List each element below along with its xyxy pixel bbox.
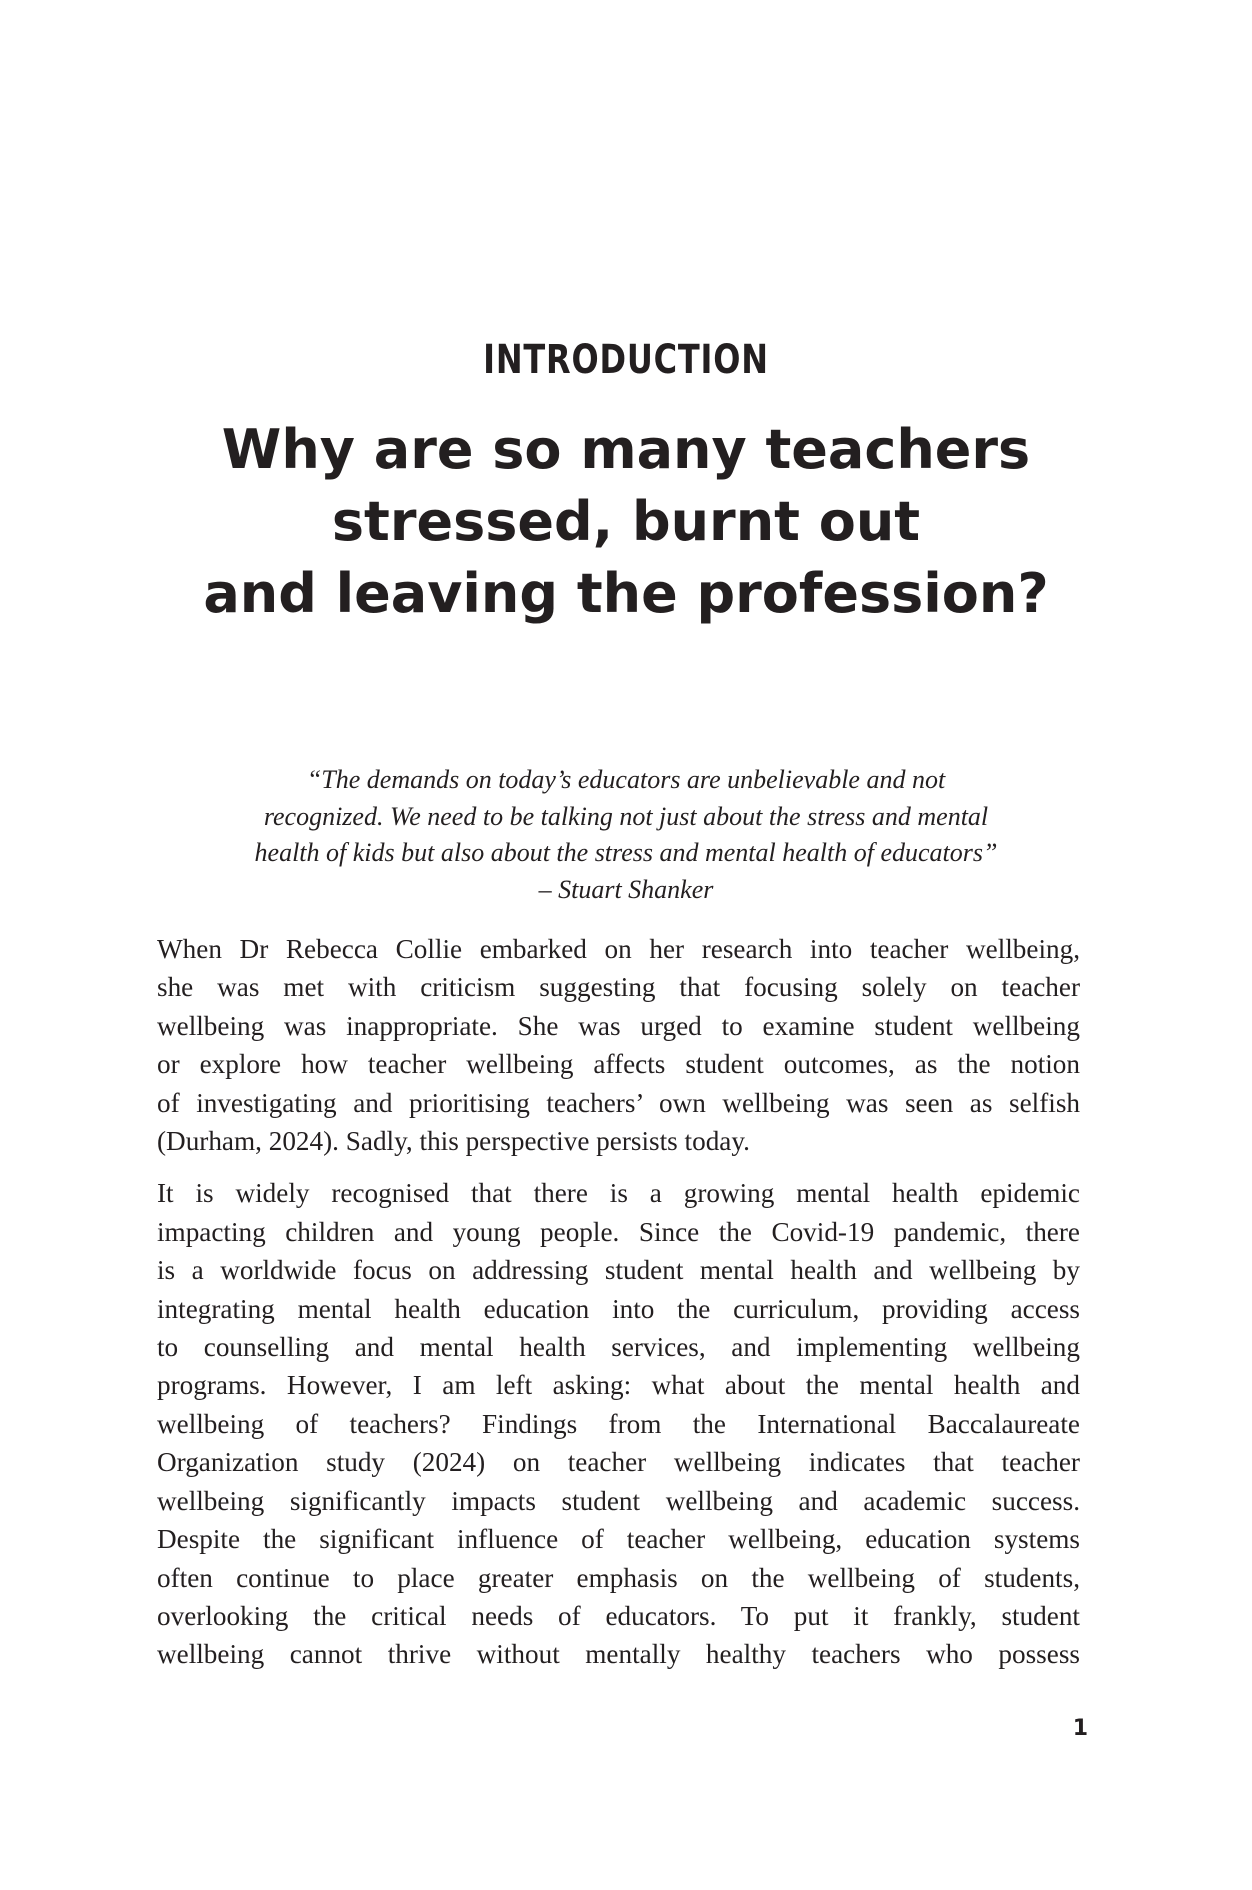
text-line: programs. However, I am left asking: what about the mental health and xyxy=(157,1370,1080,1401)
text-line: to counselling and mental health services, and implementing wellbeing xyxy=(157,1332,1080,1363)
page-number: 1 xyxy=(1072,1716,1088,1741)
text-line: wellbeing of teachers? Findings from the International Baccalaureate xyxy=(157,1408,1080,1439)
text-line: of investigating and prioritising teachers’ own wellbeing was seen as selfish xyxy=(157,1087,1080,1118)
epigraph-line: health of kids but also about the stress and mental health of educators” xyxy=(254,838,998,868)
chapter-title-line: stressed, burnt out xyxy=(331,490,921,553)
text-line: wellbeing cannot thrive without mentally healthy teachers who possess xyxy=(157,1639,1080,1670)
text-line: integrating mental health education into the curriculum, providing access xyxy=(157,1293,1080,1324)
epigraph-attribution: – Stuart Shanker xyxy=(538,875,714,905)
text-line: or explore how teacher wellbeing affects student outcomes, as the notion xyxy=(157,1049,1080,1080)
paragraph xyxy=(157,930,1080,1160)
text-line: (Durham, 2024). Sadly, this perspective persists today. xyxy=(157,1126,750,1157)
text-line: wellbeing significantly impacts student wellbeing and academic success. xyxy=(157,1485,1080,1516)
epigraph-line: recognized. We need to be talking not just about the stress and mental xyxy=(263,801,989,831)
chapter-label: INTRODUCTION xyxy=(483,337,769,383)
body-text xyxy=(157,930,1080,1688)
text-line: Despite the significant influence of teacher wellbeing, education systems xyxy=(157,1524,1080,1555)
text-line: wellbeing was inappropriate. She was urged to examine student wellbeing xyxy=(157,1010,1080,1041)
text-line: impacting children and young people. Since the Covid-19 pandemic, there xyxy=(157,1216,1080,1247)
chapter-title xyxy=(0,414,1252,630)
text-line: Organization study (2024) on teacher wellbeing indicates that teacher xyxy=(157,1447,1080,1478)
paragraph xyxy=(157,1174,1080,1673)
text-line: she was met with criticism suggesting that focusing solely on teacher xyxy=(157,972,1080,1003)
epigraph-line: “The demands on today’s educators are unbelievable and not xyxy=(306,765,946,794)
text-line: overlooking the critical needs of educators. To put it frankly, student xyxy=(157,1600,1080,1631)
chapter-title-line: Why are so many teachers xyxy=(221,418,1031,481)
epigraph-quote xyxy=(160,762,1092,909)
text-line: It is widely recognised that there is a growing mental health epidemic xyxy=(157,1178,1080,1209)
text-line: often continue to place greater emphasis on the wellbeing of students, xyxy=(157,1562,1080,1593)
chapter-title-line: and leaving the profession? xyxy=(203,562,1049,625)
text-line: When Dr Rebecca Collie embarked on her research into teacher wellbeing, xyxy=(157,934,1080,964)
text-line: is a worldwide focus on addressing student mental health and wellbeing by xyxy=(157,1255,1080,1286)
